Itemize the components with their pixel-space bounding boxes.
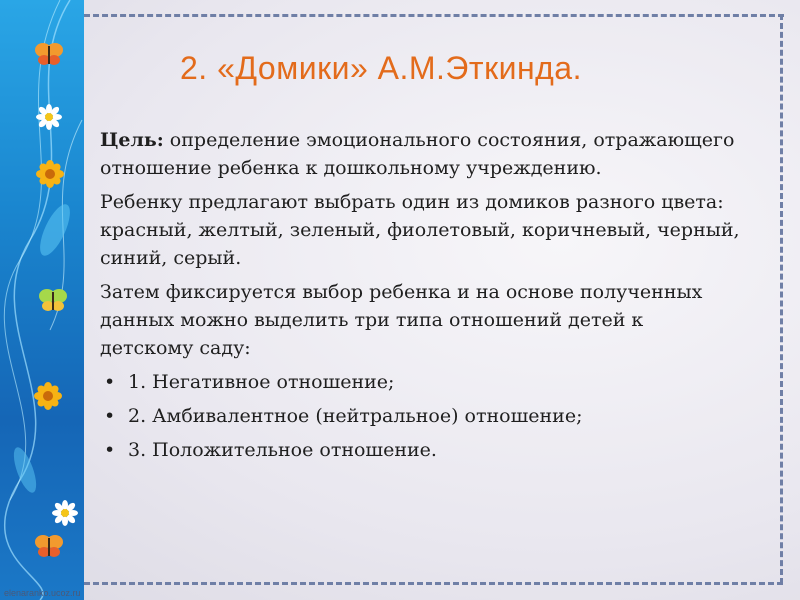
bullet-icon: •	[104, 371, 116, 393]
butterfly-icon	[38, 286, 68, 314]
list-item: • 1. Негативное отношение;	[100, 368, 740, 396]
watermark: elenaranko.ucoz.ru	[4, 588, 81, 598]
goal-label: Цель:	[100, 129, 164, 151]
bullet-icon: •	[104, 439, 116, 461]
white-flower-icon	[36, 104, 62, 130]
decorative-sidebar	[0, 0, 84, 600]
goal-text: определение эмоционального состояния, отражающего отношение ребенка к дошкольному учреждению.	[100, 129, 735, 179]
goal-paragraph	[100, 126, 740, 182]
white-flower-icon	[52, 500, 78, 526]
bullet-icon: •	[104, 405, 116, 427]
analysis-paragraph: Затем фиксируется выбор ребенка и на основе полученных данных можно выделить три типа отношений детей к детскому саду:	[100, 281, 703, 359]
list-item: • 3. Положительное отношение.	[100, 436, 740, 464]
instruction-paragraph: Ребенку предлагают выбрать один из домиков разного цвета: красный, желтый, зеленый, фиолетовый, коричневый, черный, синий, серый.	[100, 191, 740, 269]
slide-title: 2. «Домики» А.М.Эткинда.	[180, 50, 582, 86]
slide-border-right	[780, 14, 783, 584]
list-item: • 2. Амбивалентное (нейтральное) отношение;	[100, 402, 740, 430]
slide-border-bottom	[84, 582, 783, 585]
yellow-flower-icon	[36, 160, 64, 188]
yellow-flower-icon	[34, 382, 62, 410]
butterfly-icon	[34, 40, 64, 68]
slide-body	[100, 126, 740, 470]
attitude-list	[100, 368, 740, 464]
slide-border-top	[84, 14, 784, 17]
butterfly-icon	[34, 532, 64, 560]
